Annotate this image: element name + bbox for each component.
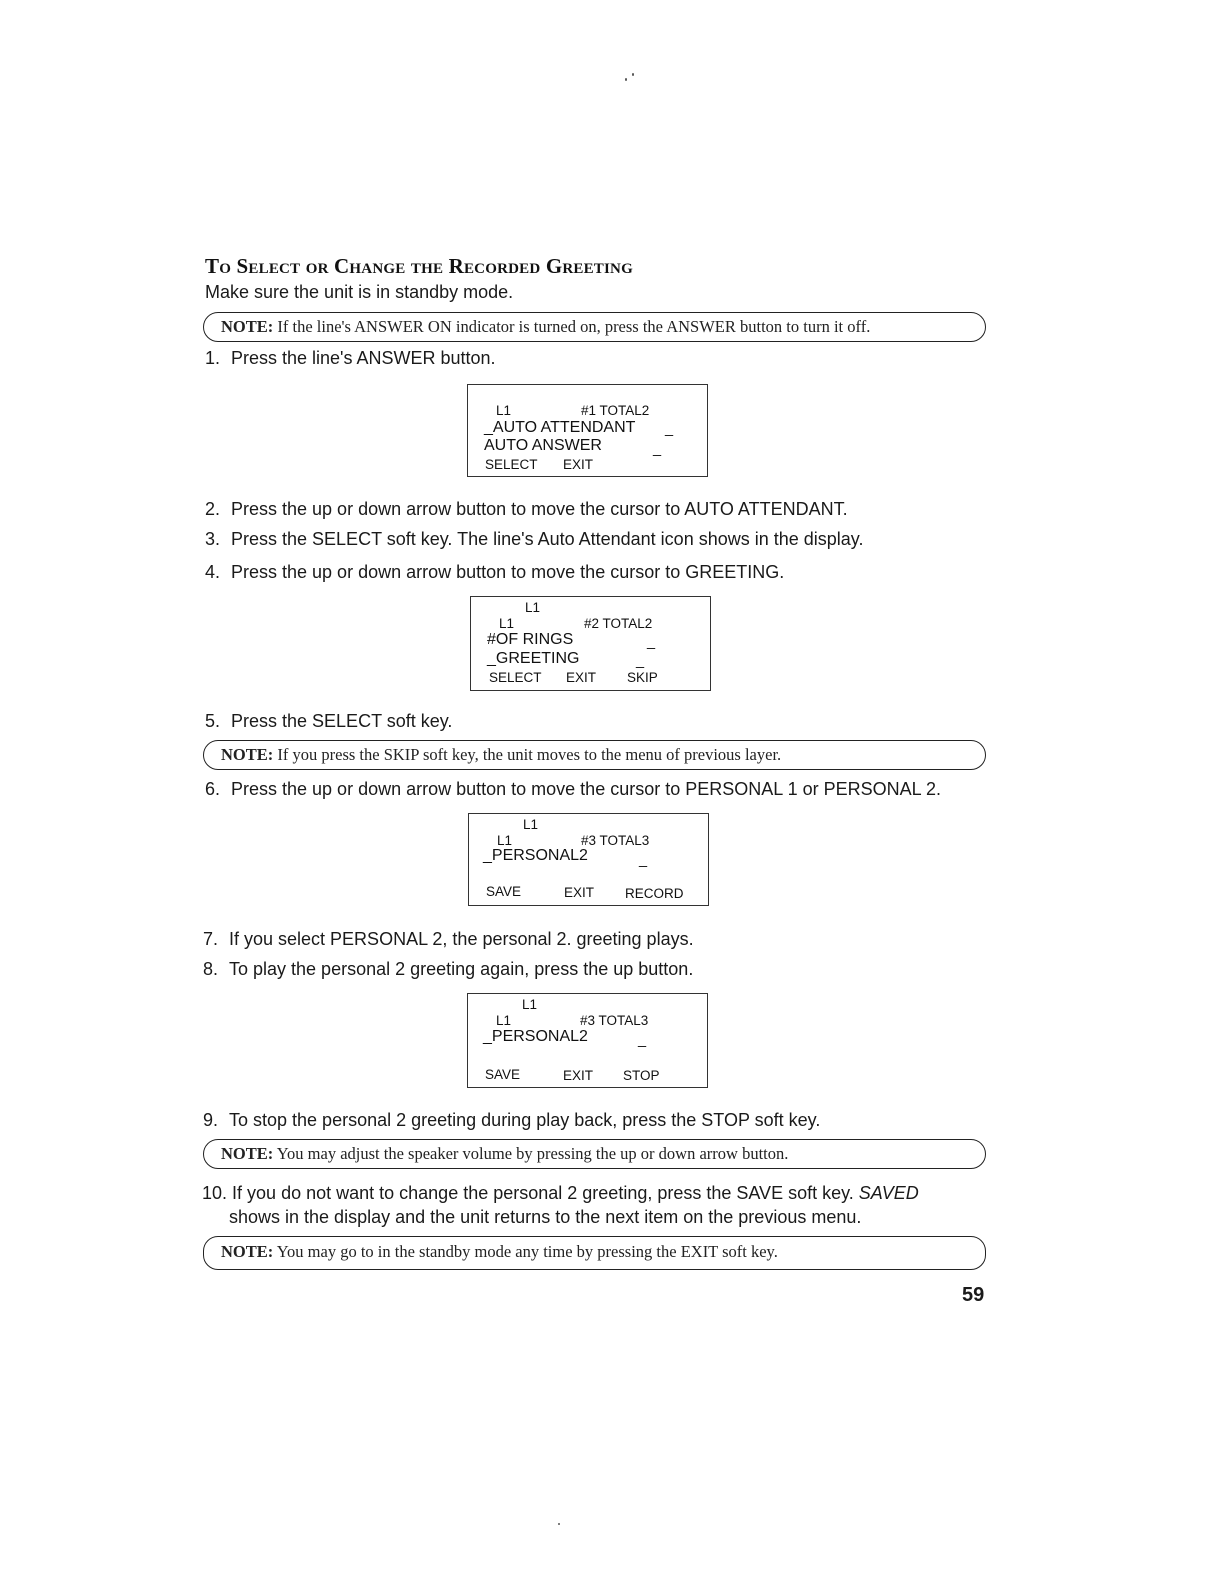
lcd-soft-key: SKIP bbox=[627, 670, 658, 685]
lcd-count: #1 TOTAL2 bbox=[581, 403, 650, 418]
lcd-count: #2 TOTAL2 bbox=[584, 616, 653, 631]
step-number: 8. bbox=[203, 959, 219, 979]
step-text: If you select PERSONAL 2, the personal 2. greeting plays. bbox=[229, 929, 694, 949]
lcd-soft-key: SELECT bbox=[485, 457, 538, 472]
step-item bbox=[203, 929, 694, 950]
step-number: 9. bbox=[203, 1110, 219, 1130]
lcd-count: #3 TOTAL3 bbox=[580, 1013, 649, 1028]
note-callout bbox=[203, 312, 986, 342]
note-label: NOTE: bbox=[221, 1242, 274, 1261]
lcd-marker: _ bbox=[665, 421, 674, 437]
step-number: 1. bbox=[205, 348, 221, 368]
lcd-line-label: L1 bbox=[496, 403, 512, 418]
step-number: 2. bbox=[205, 499, 221, 519]
lcd-soft-key: RECORD bbox=[625, 886, 684, 901]
lcd-soft-key: SAVE bbox=[485, 1067, 521, 1082]
step-item bbox=[205, 499, 848, 520]
lcd-marker: _ bbox=[636, 653, 645, 669]
lcd-soft-key: SELECT bbox=[489, 670, 542, 685]
lcd-line-label: L1 bbox=[525, 600, 541, 615]
lcd-soft-key: STOP bbox=[623, 1068, 660, 1083]
lcd-menu-row: #OF RINGS bbox=[487, 631, 574, 648]
step-text: To play the personal 2 greeting again, press the up button. bbox=[229, 959, 694, 979]
note-text: If you press the SKIP soft key, the unit moves to the menu of previous layer. bbox=[277, 745, 782, 764]
lcd-marker: _ bbox=[638, 1032, 647, 1048]
step-text: Press the line's ANSWER button. bbox=[231, 348, 496, 368]
lcd-soft-key: SAVE bbox=[486, 884, 522, 899]
step-number: 6. bbox=[205, 779, 221, 799]
step-text: Press the up or down arrow button to move the cursor to AUTO ATTENDANT. bbox=[231, 499, 848, 519]
step-item bbox=[205, 562, 784, 583]
lcd-soft-key: EXIT bbox=[566, 670, 597, 685]
lcd-line-label: L1 bbox=[523, 817, 539, 832]
step-number: 10. bbox=[202, 1183, 228, 1203]
scan-speck bbox=[632, 73, 634, 76]
lcd-menu-row: _GREETING bbox=[487, 650, 580, 667]
step-text: If you do not want to change the personal 2 greeting, press the SAVE soft key. bbox=[232, 1183, 854, 1203]
step-number: 7. bbox=[203, 929, 219, 949]
lcd-menu-row: _AUTO ATTENDANT bbox=[484, 419, 636, 436]
note-text: You may adjust the speaker volume by pressing the up or down arrow button. bbox=[276, 1144, 789, 1163]
lcd-display bbox=[467, 993, 708, 1088]
lcd-count: #3 TOTAL3 bbox=[581, 833, 650, 848]
note-callout bbox=[203, 1139, 986, 1169]
note-label: NOTE: bbox=[221, 745, 274, 764]
lcd-soft-key: EXIT bbox=[563, 457, 594, 472]
step-item bbox=[203, 1110, 820, 1131]
lcd-marker: _ bbox=[653, 441, 662, 457]
lcd-display bbox=[470, 596, 711, 691]
lcd-soft-key: EXIT bbox=[563, 1068, 594, 1083]
note-text: You may go to in the standby mode any time by pressing the EXIT soft key. bbox=[276, 1242, 778, 1261]
step-text: Press the up or down arrow button to move the cursor to GREETING. bbox=[231, 562, 785, 582]
note-callout bbox=[203, 740, 986, 770]
step-item bbox=[205, 711, 452, 732]
step-text: Press the SELECT soft key. bbox=[231, 711, 453, 731]
lcd-menu-row: _PERSONAL2 bbox=[483, 847, 588, 864]
note-text: If the line's ANSWER ON indicator is turned on, press the ANSWER button to turn it off. bbox=[277, 317, 871, 336]
lcd-marker: _ bbox=[639, 852, 648, 868]
step-number: 3. bbox=[205, 529, 221, 549]
step-item bbox=[202, 1181, 919, 1229]
step-item bbox=[205, 529, 863, 550]
step-item bbox=[203, 959, 693, 980]
lcd-menu-row: _PERSONAL2 bbox=[483, 1028, 588, 1045]
page-number: 59 bbox=[962, 1284, 985, 1306]
lcd-line-label: L1 bbox=[499, 616, 515, 631]
lcd-display bbox=[467, 384, 708, 477]
note-label: NOTE: bbox=[221, 317, 274, 336]
step-number: 4. bbox=[205, 562, 221, 582]
step-text-continued: shows in the display and the unit returns to the next item on the previous menu. bbox=[229, 1207, 862, 1227]
note-label: NOTE: bbox=[221, 1144, 274, 1163]
step-text: To stop the personal 2 greeting during play back, press the STOP soft key. bbox=[229, 1110, 821, 1130]
lcd-line-label: L1 bbox=[497, 833, 513, 848]
lcd-menu-row: AUTO ANSWER bbox=[484, 437, 602, 454]
lcd-soft-key: EXIT bbox=[564, 885, 595, 900]
step-item bbox=[205, 348, 496, 369]
lcd-line-label: L1 bbox=[522, 997, 538, 1012]
step-text: Press the up or down arrow button to move the cursor to PERSONAL 1 or PERSONAL 2. bbox=[231, 779, 941, 799]
lcd-marker: _ bbox=[647, 634, 656, 650]
step-number: 5. bbox=[205, 711, 221, 731]
lcd-display bbox=[468, 813, 709, 906]
step-text: Press the SELECT soft key. The line's Auto Attendant icon shows in the display. bbox=[231, 529, 864, 549]
step-item bbox=[205, 779, 941, 800]
lcd-line-label: L1 bbox=[496, 1013, 512, 1028]
scan-speck bbox=[558, 1523, 560, 1525]
intro-text: Make sure the unit is in standby mode. bbox=[205, 282, 514, 302]
step-text-italic: SAVED bbox=[858, 1183, 919, 1203]
section-title: To Select or Change the Recorded Greeting bbox=[205, 254, 633, 278]
scan-speck bbox=[625, 78, 627, 81]
note-callout bbox=[203, 1236, 986, 1270]
